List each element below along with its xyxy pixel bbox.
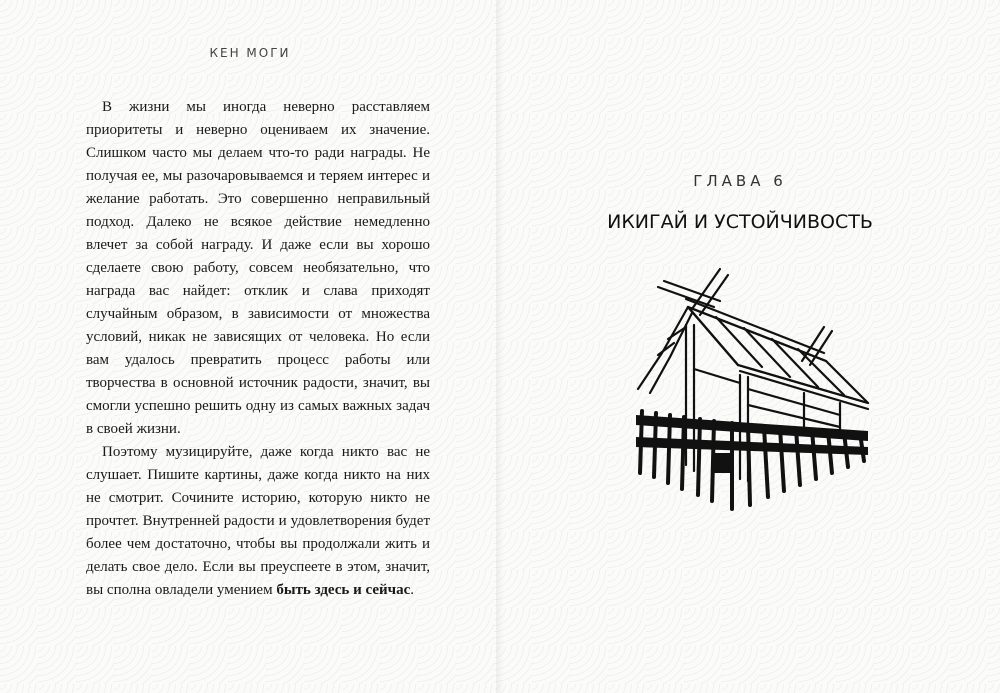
paragraph-2	[86, 441, 430, 602]
running-head: КЕН МОГИ	[209, 46, 291, 60]
paragraph-1: В жизни мы иногда неверно расставляем приоритеты и неверно оцениваем их значение. Слишком часто мы делаем что-то ради награды. Не получая ее, мы разочаровываемся и теряем интерес и желание работать. Это совершенно неправильный подход. Далеко не всякое действие немедленно влечет за собой награду. И даже если вы хорошо сделаете свою работу, совсем необязательно, что награда вас найдет: отклик и слава приходят случайным образом, в зависимости от множества условий, никак не зависящих от человека. Но если вам удалось превратить процесс работы или творчества в основной источник радости, значит, вы смогли успешно решить одну из самых важных задач в своей жизни.	[86, 99, 430, 437]
shrine-house-icon	[628, 265, 872, 515]
page-gutter	[496, 0, 504, 693]
paragraph-2-text: Поэтому музицируйте, даже когда никто вас не слушает. Пишите картины, даже когда никто на них не смотрит. Сочините историю, которую никто не прочтет. Внутренней радости и удовлетворения будет более чем достаточно, чтобы вы продолжали жить и делать свое дело. Если вы преуспеете в этом, значит, вы сполна овладели умением	[86, 444, 430, 598]
chapter-label: ГЛАВА 6	[693, 172, 787, 190]
paragraph-2-emphasis: быть здесь и сейчас	[276, 582, 411, 598]
paragraph-2-end: .	[410, 582, 415, 598]
body-text	[86, 96, 430, 602]
chapter-title: ИКИГАЙ И УСТОЙЧИВОСТЬ	[607, 211, 873, 233]
